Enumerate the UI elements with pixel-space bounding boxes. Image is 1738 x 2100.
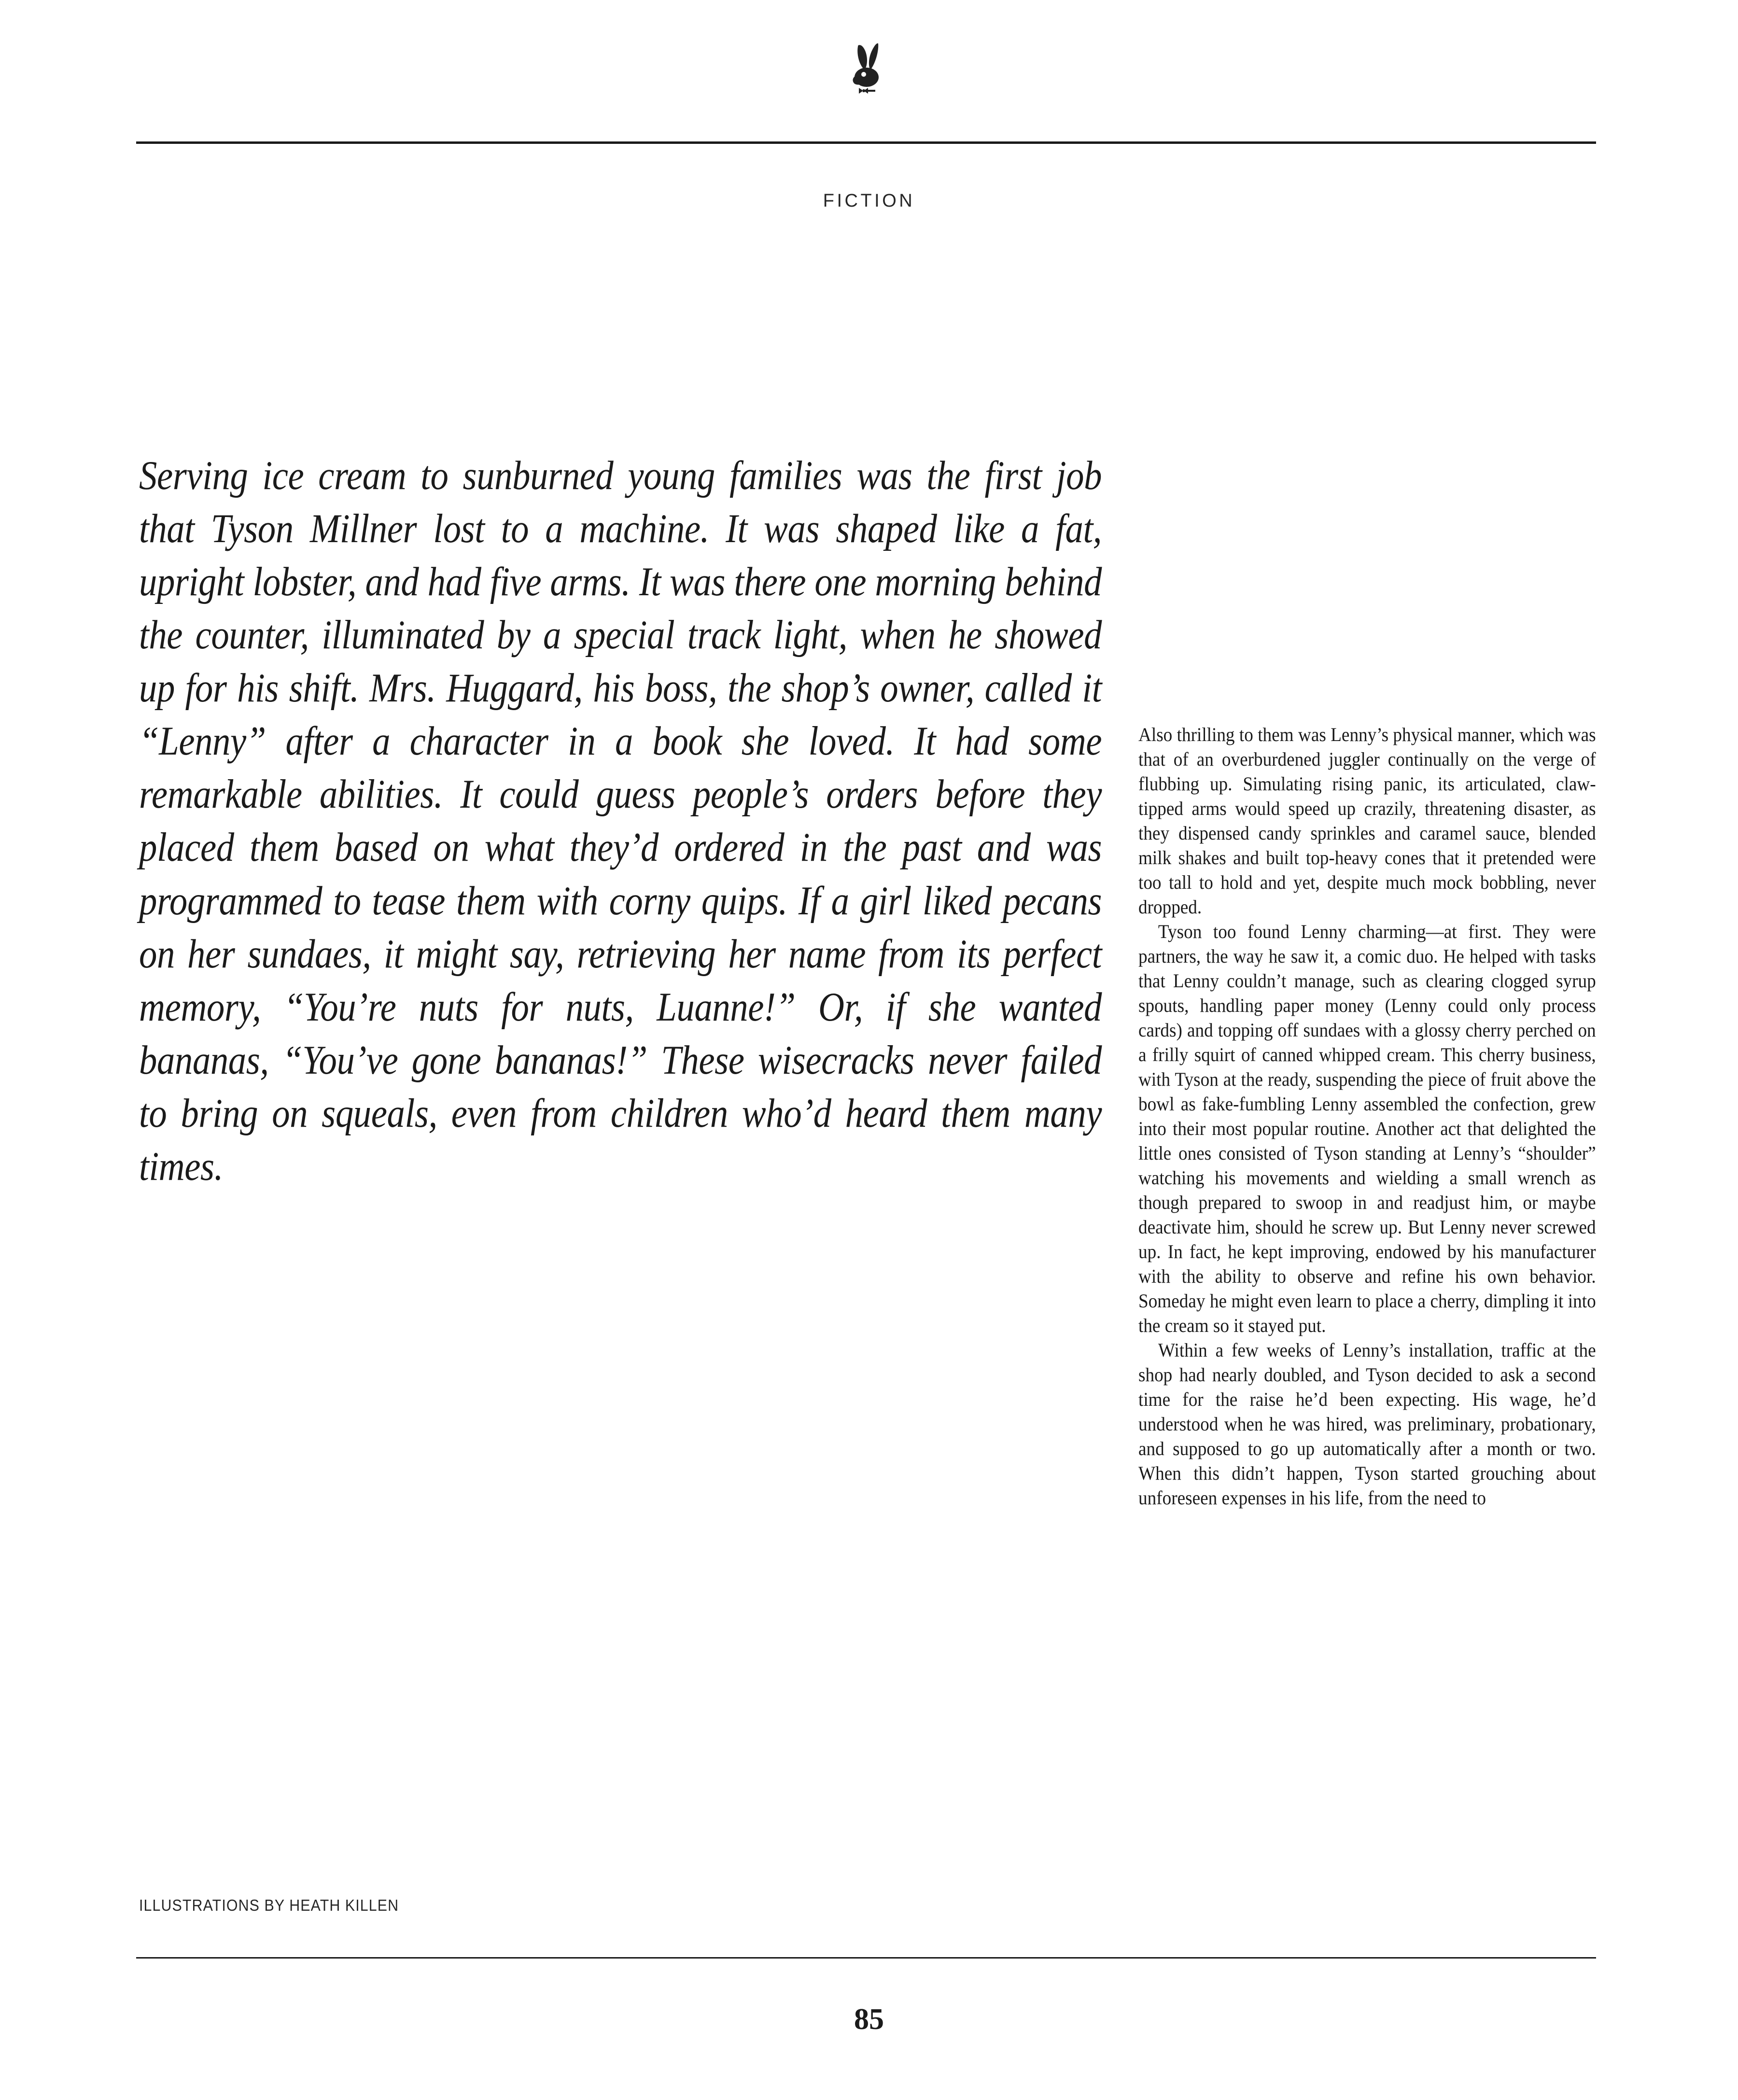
illustration-credit: ILLUSTRATIONS BY HEATH KILLEN [139, 1896, 399, 1914]
body-paragraph: Also thrilling to them was Lenny’s physical manner, which was that of an overburdened juggler continually on the verge of flubbing up. Simulating rising panic, its articulated, claw-tipped arms would speed up crazily, threatening disaster, as they dispensed candy sprinkles and caramel sauce, blended milk shakes and built top-heavy cones that it pretended were too tall to hold and yet, despite much mock bobbling, never dropped. [1138, 724, 1596, 918]
masthead-logo [0, 42, 1738, 98]
body-paragraph: Within a few weeks of Lenny’s installation, traffic at the shop had nearly doubled, and Tyson decided to ask a second time for the raise he’d been expecting. His wage, he’d understood when he was hired, was preliminary, probationary, and supposed to go up automatically after a month or two. When this didn’t happen, Tyson started grouching about unforeseen expenses in his life, from the need to [1138, 1339, 1596, 1509]
header-rule [136, 141, 1596, 144]
footer-rule [136, 1957, 1596, 1959]
body-paragraph: Tyson too found Lenny charming—at first. They were partners, the way he saw it, a comic duo. He helped with tasks that Lenny couldn’t manage, such as clearing clogged syrup spouts, handling paper money (Lenny could only process cards) and topping off sundaes with a glossy cherry perched on a frilly squirt of canned whipped cream. This cherry business, with Tyson at the ready, suspending the piece of fruit above the bowl as fake-fumbling Lenny assembled the confection, grew into their most popular routine. Another act that delighted the little ones consisted of Tyson standing at Lenny’s “shoulder” watching his movements and wielding a small wrench as though prepared to swoop in and readjust him, or maybe deactivate him, should he screw up. But Lenny never screwed up. In fact, he kept improving, endowed by his manufacturer with the ability to observe and refine his own behavior. Someday he might even learn to place a cherry, dimpling it into the cream so it stayed put. [1138, 921, 1596, 1336]
body-column [1138, 722, 1596, 1510]
section-kicker: FICTION [823, 191, 915, 211]
standfirst-text: Serving ice cream to sunburned young families was the first job that Tyson Millner lost to a machine. It was shaped like a fat, upright lobster, and had five arms. It was there one morning behind the counter, illuminated by a special track light, when he showed up for his shift. Mrs. Huggard, his boss, the shop’s owner, called it “Lenny” after a character in a book she loved. It had some remarkable abilities. It could guess people’s orders before they placed them based on what they’d ordered in the past and was programmed to tease them with corny quips. If a girl liked pecans on her sundaes, it might say, retrieving her name from its perfect memory, “You’re nuts for nuts, Luanne!” Or, if she wanted bananas, “You’ve gone bananas!” These wisecracks never failed to bring on squeals, even from children who’d heard them many times. [139, 453, 1102, 1189]
standfirst-block [139, 449, 1102, 1193]
page-number: 85 [854, 2003, 884, 2036]
playboy-bunny-head-icon [848, 42, 890, 98]
